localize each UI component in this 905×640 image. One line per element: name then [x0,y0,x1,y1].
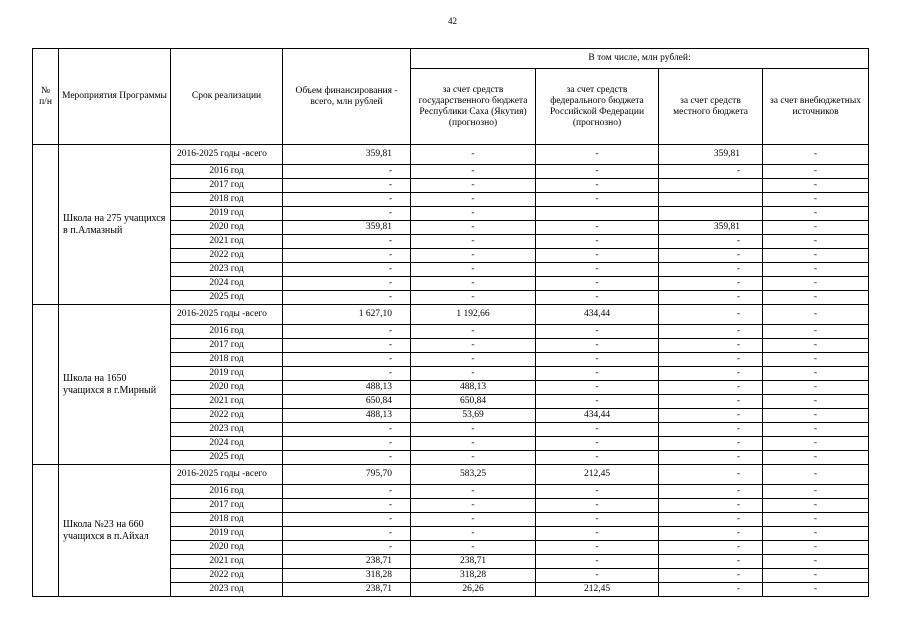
total-cell: - [283,235,411,249]
period-cell: 2018 год [171,353,283,367]
header-measures: Мероприятия Программы [59,49,171,145]
local-budget-cell: 359,81 [659,221,763,235]
total-cell: 488,13 [283,409,411,423]
extra-budget-cell: - [763,451,869,465]
local-budget-cell: - [659,555,763,569]
total-cell: - [283,339,411,353]
federal-budget-cell: - [536,221,659,235]
state-budget-cell: 318,28 [411,569,536,583]
federal-budget-cell: - [536,325,659,339]
header-local-budget: за счет средств местного бюджета [659,69,763,145]
state-budget-cell: - [411,277,536,291]
federal-budget-cell [536,207,659,221]
federal-budget-cell: - [536,179,659,193]
extra-budget-cell: - [763,249,869,263]
local-budget-cell [659,179,763,193]
federal-budget-cell: - [536,527,659,541]
total-cell: - [283,325,411,339]
total-cell: - [283,179,411,193]
extra-budget-cell: - [763,353,869,367]
total-cell: - [283,263,411,277]
state-budget-cell: - [411,291,536,305]
extra-budget-cell: - [763,277,869,291]
state-budget-cell: - [411,513,536,527]
financing-table [32,48,869,597]
state-budget-cell: - [411,165,536,179]
row-number-cell [33,145,59,305]
extra-budget-cell: - [763,485,869,499]
period-cell: 2021 год [171,395,283,409]
local-budget-cell: - [659,165,763,179]
period-cell: 2025 год [171,291,283,305]
period-cell: 2020 год [171,381,283,395]
local-budget-cell [659,193,763,207]
state-budget-cell: 1 192,66 [411,305,536,325]
table-body [33,145,869,597]
state-budget-cell: - [411,339,536,353]
extra-budget-cell: - [763,263,869,277]
extra-budget-cell: - [763,409,869,423]
extra-budget-cell: - [763,339,869,353]
total-cell: - [283,527,411,541]
total-cell: - [283,451,411,465]
period-cell: 2016 год [171,485,283,499]
total-cell: - [283,437,411,451]
extra-budget-cell: - [763,179,869,193]
page-number: 42 [448,16,457,26]
local-budget-cell: - [659,541,763,555]
federal-budget-cell: 212,45 [536,583,659,597]
local-budget-cell: - [659,513,763,527]
state-budget-cell: - [411,367,536,381]
total-cell: 359,81 [283,221,411,235]
federal-budget-cell: - [536,451,659,465]
state-budget-cell: - [411,221,536,235]
local-budget-cell: - [659,499,763,513]
program-measure-name: Школа на 1650 учащихся в г.Мирный [59,305,171,465]
local-budget-cell: - [659,395,763,409]
state-budget-cell: 238,71 [411,555,536,569]
federal-budget-cell: - [536,145,659,165]
state-budget-cell: - [411,451,536,465]
period-cell: 2018 год [171,193,283,207]
local-budget-cell: - [659,325,763,339]
extra-budget-cell: - [763,499,869,513]
period-cell: 2024 год [171,277,283,291]
extra-budget-cell: - [763,513,869,527]
total-cell: - [283,367,411,381]
total-cell: - [283,277,411,291]
federal-budget-cell: 212,45 [536,465,659,485]
federal-budget-cell: - [536,339,659,353]
local-budget-cell: 359,81 [659,145,763,165]
federal-budget-cell: - [536,541,659,555]
local-budget-cell [659,207,763,221]
table-row-total [33,465,869,485]
local-budget-cell: - [659,409,763,423]
period-cell: 2018 год [171,513,283,527]
federal-budget-cell: - [536,367,659,381]
header-period: Срок реализации [171,49,283,145]
federal-budget-cell: - [536,353,659,367]
total-cell: - [283,485,411,499]
extra-budget-cell: - [763,527,869,541]
period-cell: 2020 год [171,221,283,235]
local-budget-cell: - [659,583,763,597]
total-cell: 238,71 [283,555,411,569]
total-cell: - [283,193,411,207]
extra-budget-cell: - [763,235,869,249]
total-cell: - [283,249,411,263]
period-cell: 2017 год [171,499,283,513]
extra-budget-cell: - [763,465,869,485]
local-budget-cell: - [659,353,763,367]
total-cell: 238,71 [283,583,411,597]
local-budget-cell: - [659,485,763,499]
table-row-total [33,145,869,165]
extra-budget-cell: - [763,367,869,381]
federal-budget-cell: - [536,165,659,179]
header-extra-budget: за счет внебюджетных источников [763,69,869,145]
extra-budget-cell: - [763,291,869,305]
state-budget-cell: - [411,541,536,555]
local-budget-cell: - [659,423,763,437]
program-measure-name: Школа №23 на 660 учащихся в п.Айхал [59,465,171,597]
period-cell: 2023 год [171,583,283,597]
extra-budget-cell: - [763,145,869,165]
state-budget-cell: - [411,437,536,451]
period-cell: 2020 год [171,541,283,555]
extra-budget-cell: - [763,395,869,409]
local-budget-cell: - [659,465,763,485]
total-cell: 359,81 [283,145,411,165]
extra-budget-cell: - [763,221,869,235]
period-cell: 2022 год [171,569,283,583]
extra-budget-cell: - [763,165,869,179]
state-budget-cell: - [411,353,536,367]
federal-budget-cell: - [536,513,659,527]
local-budget-cell: - [659,291,763,305]
federal-budget-cell: - [536,249,659,263]
period-cell: 2021 год [171,235,283,249]
total-cell: - [283,353,411,367]
federal-budget-cell: - [536,395,659,409]
total-cell: - [283,165,411,179]
period-cell: 2017 год [171,179,283,193]
extra-budget-cell: - [763,207,869,221]
federal-budget-cell: - [536,277,659,291]
period-cell: 2016-2025 годы -всего [171,465,283,485]
local-budget-cell: - [659,569,763,583]
period-cell: 2022 год [171,409,283,423]
total-cell: 318,28 [283,569,411,583]
period-cell: 2023 год [171,423,283,437]
local-budget-cell: - [659,235,763,249]
total-cell: - [283,423,411,437]
extra-budget-cell: - [763,569,869,583]
state-budget-cell: - [411,207,536,221]
local-budget-cell: - [659,381,763,395]
state-budget-cell: - [411,485,536,499]
header-state-budget: за счет средств государственного бюджета Республики Саха (Якутия) (прогнозно) [411,69,536,145]
extra-budget-cell: - [763,437,869,451]
total-cell: 795,70 [283,465,411,485]
header-federal-budget: за счет средств федерального бюджета Российской Федерации (прогнозно) [536,69,659,145]
local-budget-cell: - [659,451,763,465]
state-budget-cell: 26,26 [411,583,536,597]
extra-budget-cell: - [763,305,869,325]
header-including: В том числе, млн рублей: [411,49,869,69]
extra-budget-cell: - [763,423,869,437]
extra-budget-cell: - [763,381,869,395]
period-cell: 2019 год [171,527,283,541]
header-total: Объем финансирования - всего, млн рублей [283,49,411,145]
period-cell: 2022 год [171,249,283,263]
federal-budget-cell: - [536,291,659,305]
period-cell: 2016-2025 годы -всего [171,145,283,165]
federal-budget-cell: - [536,485,659,499]
local-budget-cell: - [659,527,763,541]
state-budget-cell: - [411,325,536,339]
federal-budget-cell: - [536,235,659,249]
federal-budget-cell: - [536,193,659,207]
program-measure-name: Школа на 275 учащихся в п.Алмазный [59,145,171,305]
state-budget-cell: - [411,145,536,165]
state-budget-cell: - [411,527,536,541]
federal-budget-cell: - [536,263,659,277]
total-cell: - [283,291,411,305]
state-budget-cell: 488,13 [411,381,536,395]
period-cell: 2017 год [171,339,283,353]
extra-budget-cell: - [763,555,869,569]
local-budget-cell: - [659,437,763,451]
total-cell: 650,84 [283,395,411,409]
federal-budget-cell: - [536,423,659,437]
extra-budget-cell: - [763,583,869,597]
federal-budget-cell: 434,44 [536,409,659,423]
period-cell: 2016-2025 годы -всего [171,305,283,325]
federal-budget-cell: - [536,555,659,569]
state-budget-cell: - [411,235,536,249]
state-budget-cell: - [411,499,536,513]
period-cell: 2019 год [171,207,283,221]
period-cell: 2023 год [171,263,283,277]
period-cell: 2021 год [171,555,283,569]
extra-budget-cell: - [763,193,869,207]
total-cell: - [283,541,411,555]
local-budget-cell: - [659,339,763,353]
state-budget-cell: - [411,249,536,263]
period-cell: 2016 год [171,165,283,179]
federal-budget-cell: - [536,437,659,451]
federal-budget-cell: - [536,381,659,395]
local-budget-cell: - [659,367,763,381]
period-cell: 2016 год [171,325,283,339]
total-cell: 488,13 [283,381,411,395]
extra-budget-cell: - [763,541,869,555]
state-budget-cell: - [411,179,536,193]
local-budget-cell: - [659,277,763,291]
total-cell: - [283,513,411,527]
state-budget-cell: - [411,423,536,437]
state-budget-cell: - [411,193,536,207]
period-cell: 2025 год [171,451,283,465]
row-number-cell [33,465,59,597]
period-cell: 2024 год [171,437,283,451]
state-budget-cell: 53,69 [411,409,536,423]
total-cell: - [283,207,411,221]
local-budget-cell: - [659,249,763,263]
extra-budget-cell: - [763,325,869,339]
table-row-total [33,305,869,325]
state-budget-cell: 583,25 [411,465,536,485]
total-cell: 1 627,10 [283,305,411,325]
local-budget-cell: - [659,305,763,325]
total-cell: - [283,499,411,513]
federal-budget-cell: - [536,569,659,583]
row-number-cell [33,305,59,465]
state-budget-cell: 650,84 [411,395,536,409]
federal-budget-cell: - [536,499,659,513]
period-cell: 2019 год [171,367,283,381]
header-num: № п/н [33,49,59,145]
local-budget-cell: - [659,263,763,277]
federal-budget-cell: 434,44 [536,305,659,325]
state-budget-cell: - [411,263,536,277]
